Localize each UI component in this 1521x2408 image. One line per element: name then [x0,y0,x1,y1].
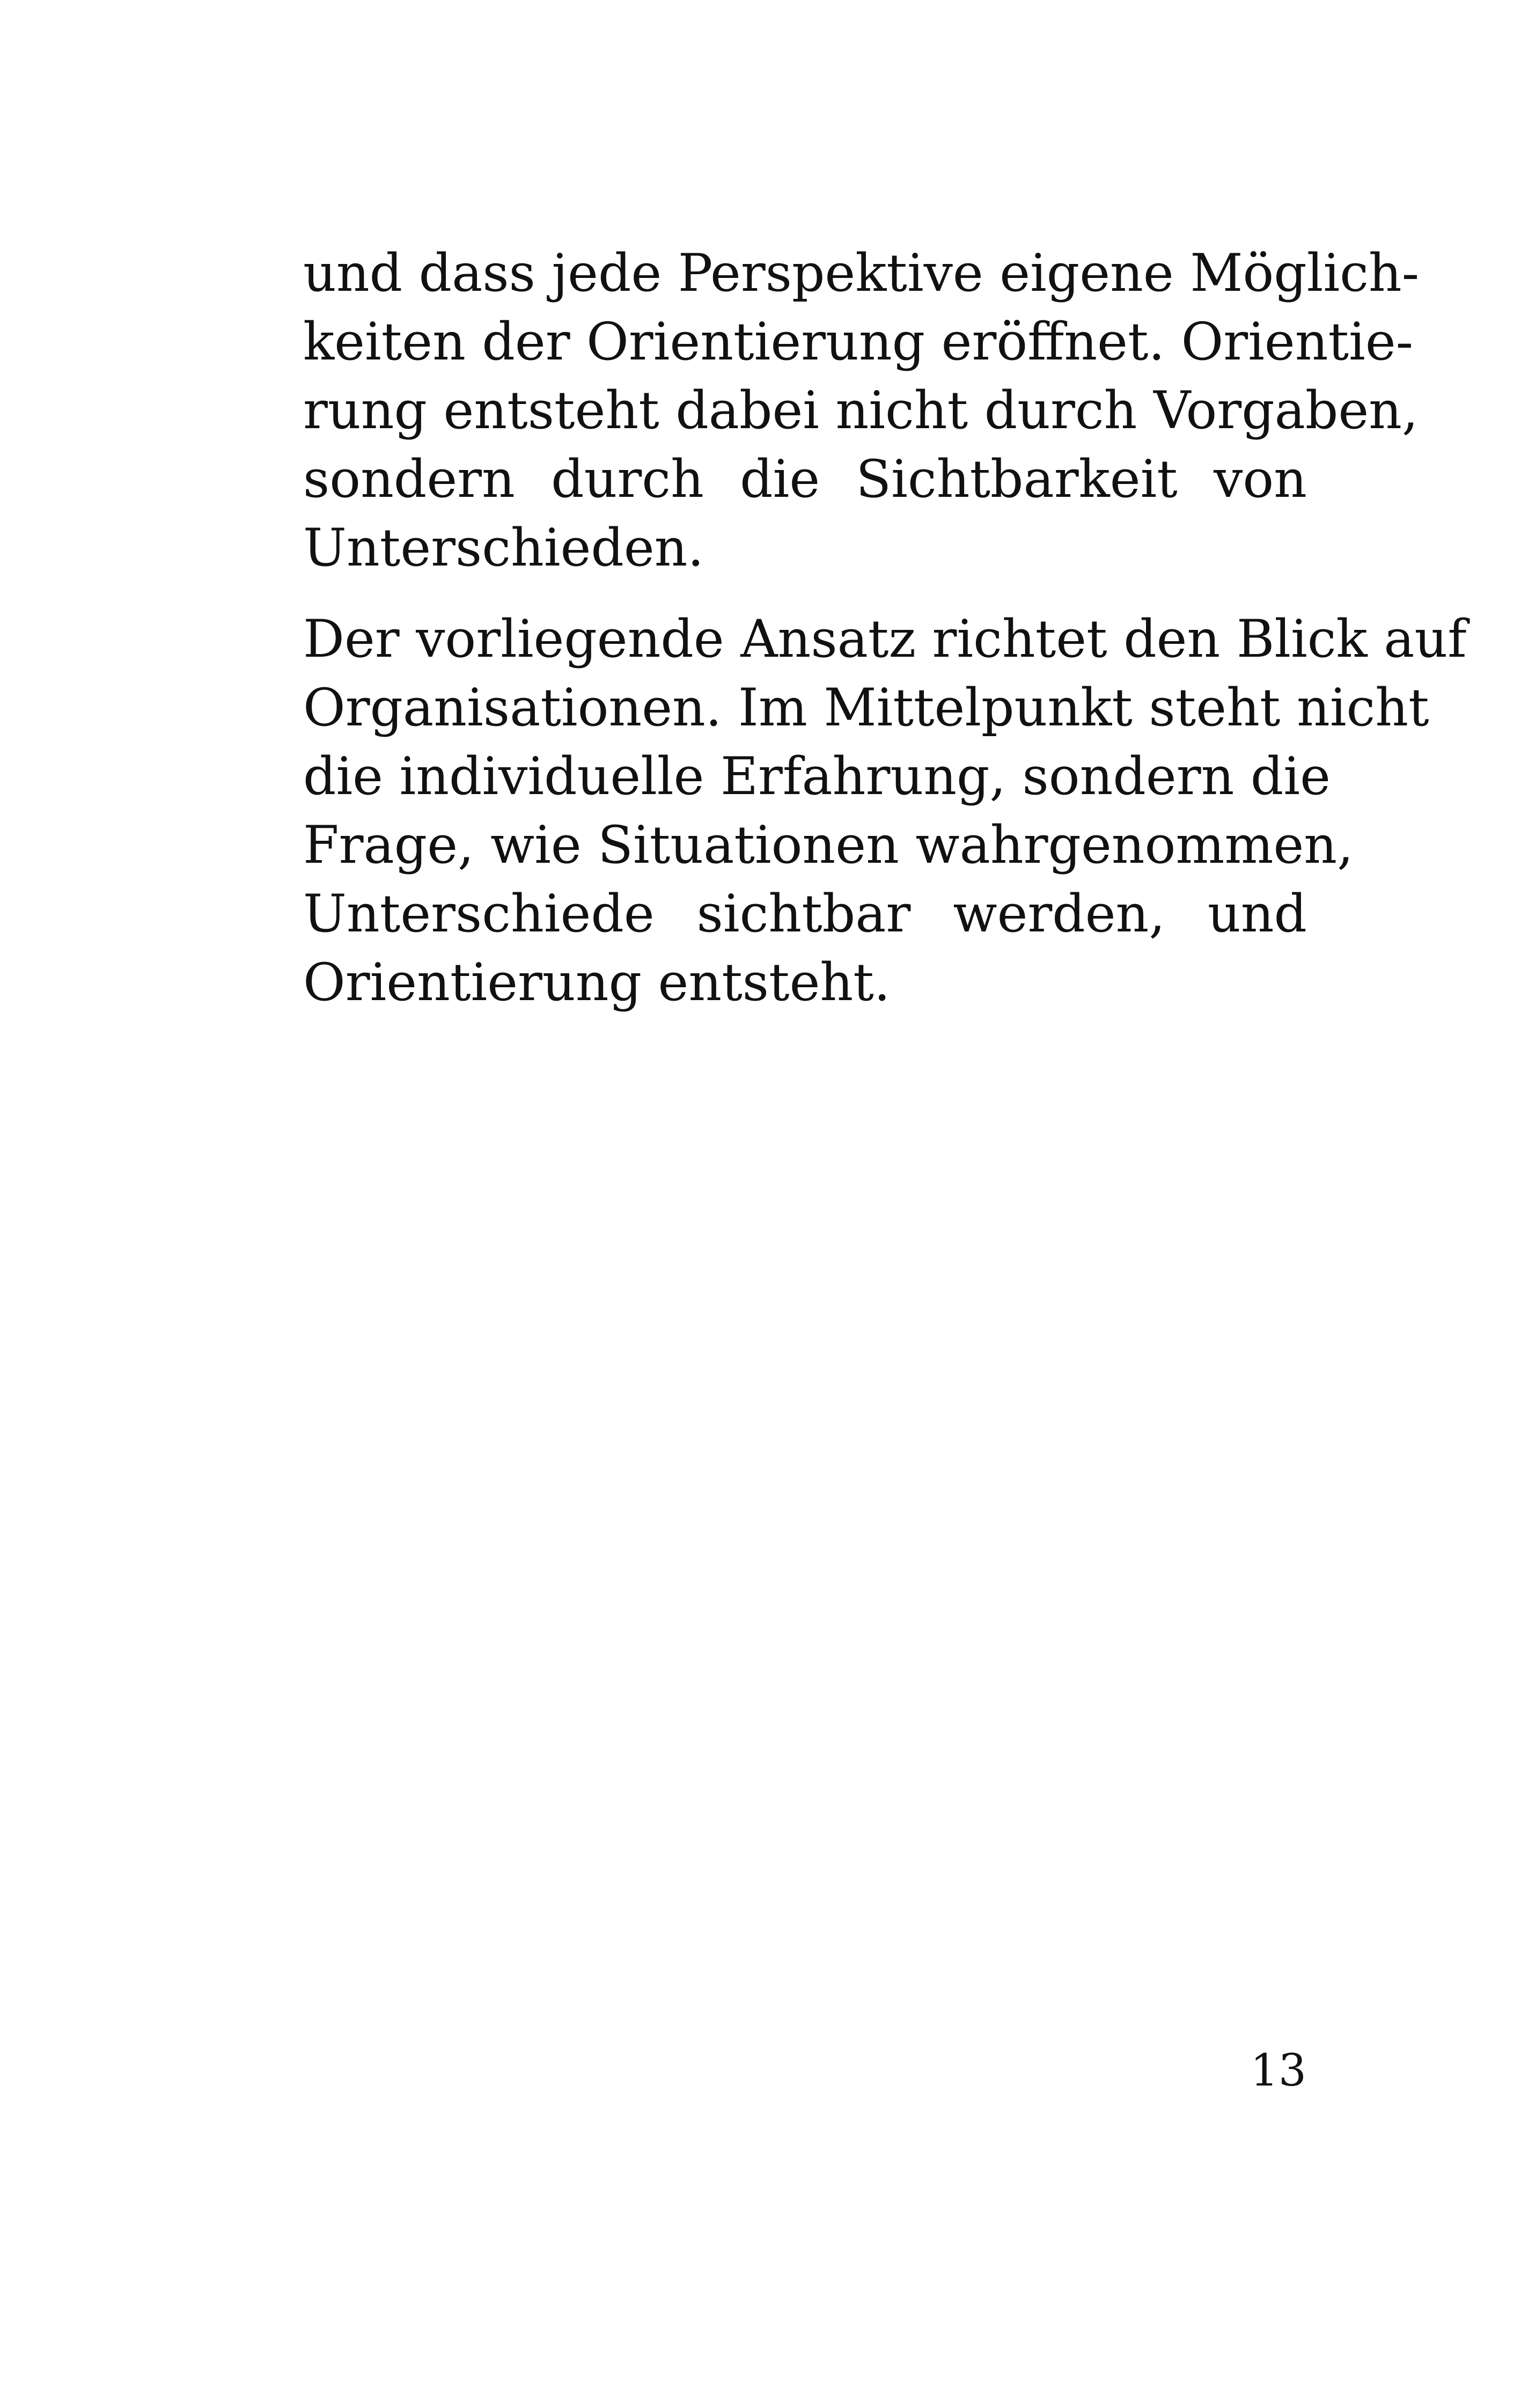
paragraph-2-line-6: Orientierung entsteht. [303,952,891,1012]
paragraph-2 [303,605,1467,1017]
body-text [303,239,1467,1017]
paragraph-2-line-4: Frage, wie Situationen wahrgenommen, [303,815,1354,875]
paragraph-2-line-1: Der vorliegende Ansatz richtet den Blick auf [303,609,1467,669]
paragraph-2-line-2: Organisationen. Im Mittelpunkt steht nicht [303,678,1429,738]
paragraph-2-line-5: Unterschiede sichtbar werden, und [303,884,1307,944]
page-number: 13 [1250,2045,1306,2096]
paragraph-1-line-3: rung entsteht dabei nicht durch Vorgaben, [303,380,1419,441]
paragraph-1-line-4: sondern durch die Sichtbarkeit von [303,449,1307,509]
paragraph-1-line-2: keiten der Orientierung eröffnet. Orientie- [303,312,1414,372]
paragraph-1-line-1: und dass jede Perspektive eigene Möglich- [303,243,1420,303]
paragraph-1-line-5: Unterschieden. [303,518,704,578]
paragraph-2-line-3: die individuelle Erfahrung, sondern die [303,746,1331,806]
paragraph-1 [303,239,1420,582]
